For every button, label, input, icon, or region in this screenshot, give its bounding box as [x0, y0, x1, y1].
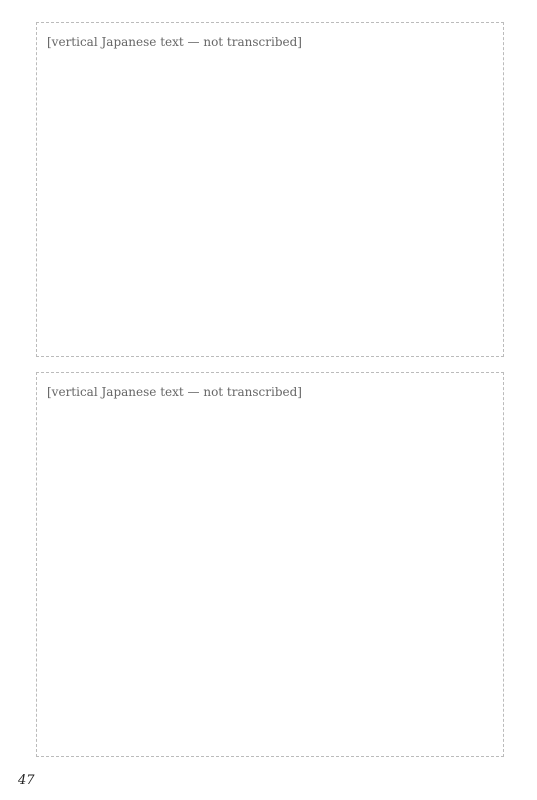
upper-text-block [36, 22, 504, 357]
lower-text-placeholder: [vertical Japanese text — not transcribed] [47, 385, 302, 399]
lower-text-block [36, 372, 504, 757]
page-number: 47 [18, 773, 35, 788]
upper-text-placeholder: [vertical Japanese text — not transcribed] [47, 35, 302, 49]
